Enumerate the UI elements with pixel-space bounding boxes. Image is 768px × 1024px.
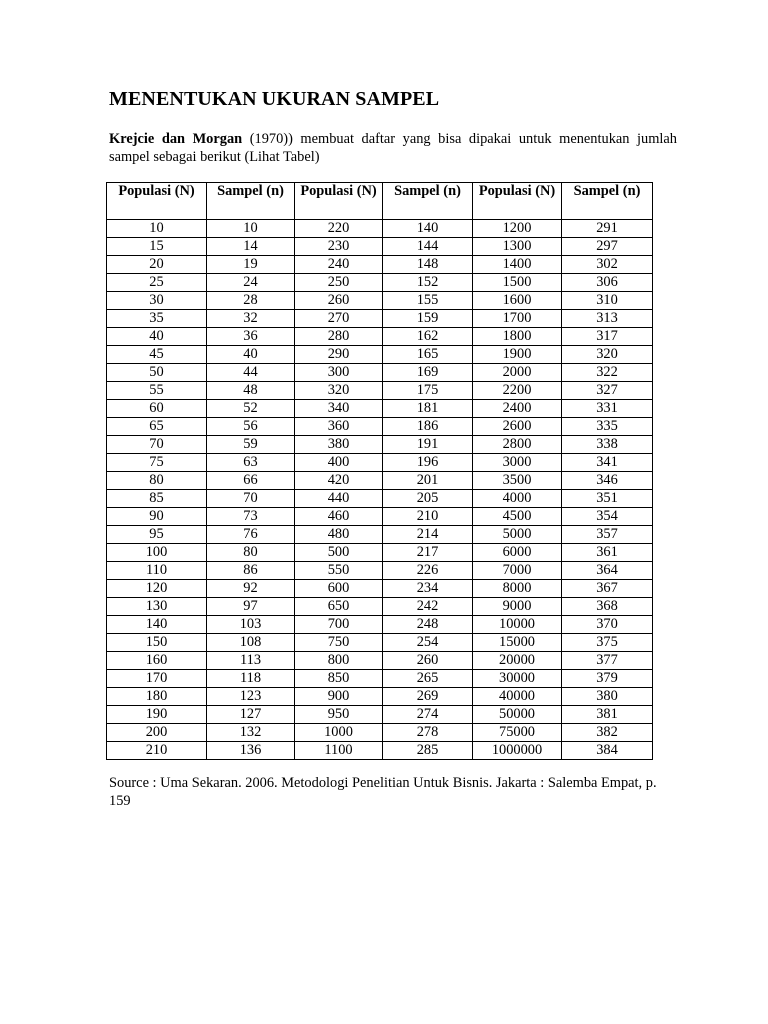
- table-cell: 48: [207, 382, 295, 400]
- table-cell: 75000: [473, 724, 562, 742]
- table-row: [107, 436, 653, 454]
- table-cell: 160: [107, 652, 207, 670]
- table-cell: 70: [207, 490, 295, 508]
- header-sampel-2: Sampel (n): [383, 183, 473, 220]
- table-row: [107, 400, 653, 418]
- table-cell: 234: [383, 580, 473, 598]
- table-cell: 381: [562, 706, 653, 724]
- table-cell: 4000: [473, 490, 562, 508]
- table-cell: 191: [383, 436, 473, 454]
- table-cell: 52: [207, 400, 295, 418]
- table-cell: 190: [107, 706, 207, 724]
- table-row: [107, 238, 653, 256]
- table-cell: 300: [295, 364, 383, 382]
- table-row: [107, 310, 653, 328]
- header-populasi-2: Populasi (N): [295, 183, 383, 220]
- table-cell: 217: [383, 544, 473, 562]
- table-cell: 165: [383, 346, 473, 364]
- table-cell: 364: [562, 562, 653, 580]
- table-cell: 351: [562, 490, 653, 508]
- table-cell: 85: [107, 490, 207, 508]
- table-cell: 144: [383, 238, 473, 256]
- table-cell: 40000: [473, 688, 562, 706]
- table-cell: 10000: [473, 616, 562, 634]
- table-cell: 480: [295, 526, 383, 544]
- table-cell: 250: [295, 274, 383, 292]
- table-cell: 600: [295, 580, 383, 598]
- table-cell: 1500: [473, 274, 562, 292]
- table-cell: 15: [107, 238, 207, 256]
- table-row: [107, 490, 653, 508]
- table-cell: 159: [383, 310, 473, 328]
- table-cell: 500: [295, 544, 383, 562]
- table-row: [107, 544, 653, 562]
- table-cell: 320: [562, 346, 653, 364]
- table-row: [107, 382, 653, 400]
- table-cell: 9000: [473, 598, 562, 616]
- header-sampel-3: Sampel (n): [562, 183, 653, 220]
- table-cell: 140: [383, 220, 473, 238]
- table-cell: 260: [383, 652, 473, 670]
- table-row: [107, 670, 653, 688]
- table-cell: 2400: [473, 400, 562, 418]
- table-cell: 110: [107, 562, 207, 580]
- table-cell: 360: [295, 418, 383, 436]
- table-cell: 338: [562, 436, 653, 454]
- table-cell: 900: [295, 688, 383, 706]
- header-populasi-3: Populasi (N): [473, 183, 562, 220]
- table-cell: 80: [107, 472, 207, 490]
- table-cell: 310: [562, 292, 653, 310]
- table-row: [107, 724, 653, 742]
- table-cell: 181: [383, 400, 473, 418]
- table-cell: 317: [562, 328, 653, 346]
- intro-paragraph: [109, 130, 677, 166]
- table-cell: 35: [107, 310, 207, 328]
- table-row: [107, 562, 653, 580]
- header-sampel-1: Sampel (n): [207, 183, 295, 220]
- table-cell: 210: [383, 508, 473, 526]
- table-cell: 75: [107, 454, 207, 472]
- table-cell: 196: [383, 454, 473, 472]
- table-cell: 750: [295, 634, 383, 652]
- table-cell: 113: [207, 652, 295, 670]
- source-citation: Source : Uma Sekaran. 2006. Metodologi Penelitian Untuk Bisnis. Jakarta : Salemba Empat, p. 159: [109, 775, 657, 809]
- table-cell: 186: [383, 418, 473, 436]
- table-cell: 285: [383, 742, 473, 760]
- table-cell: 370: [562, 616, 653, 634]
- table-cell: 40: [207, 346, 295, 364]
- table-cell: 270: [295, 310, 383, 328]
- table-cell: 36: [207, 328, 295, 346]
- table-cell: 65: [107, 418, 207, 436]
- table-cell: 60: [107, 400, 207, 418]
- table-cell: 127: [207, 706, 295, 724]
- table-cell: 90: [107, 508, 207, 526]
- table-row: [107, 292, 653, 310]
- table-cell: 56: [207, 418, 295, 436]
- table-cell: 265: [383, 670, 473, 688]
- table-cell: 375: [562, 634, 653, 652]
- table-cell: 28: [207, 292, 295, 310]
- table-header-row: [107, 183, 653, 220]
- table-cell: 1000000: [473, 742, 562, 760]
- table-cell: 2000: [473, 364, 562, 382]
- table-cell: 340: [295, 400, 383, 418]
- table-cell: 108: [207, 634, 295, 652]
- table-cell: 10: [207, 220, 295, 238]
- table-cell: 400: [295, 454, 383, 472]
- table-cell: 1400: [473, 256, 562, 274]
- table-cell: 120: [107, 580, 207, 598]
- table-cell: 380: [295, 436, 383, 454]
- table-cell: 341: [562, 454, 653, 472]
- table-cell: 44: [207, 364, 295, 382]
- table-cell: 132: [207, 724, 295, 742]
- page-title: MENENTUKAN UKURAN SAMPEL: [109, 88, 440, 110]
- table-cell: 1900: [473, 346, 562, 364]
- table-cell: 70: [107, 436, 207, 454]
- table-cell: 331: [562, 400, 653, 418]
- table-cell: 550: [295, 562, 383, 580]
- table-cell: 59: [207, 436, 295, 454]
- table-cell: 357: [562, 526, 653, 544]
- table-cell: 170: [107, 670, 207, 688]
- table-cell: 76: [207, 526, 295, 544]
- table-cell: 384: [562, 742, 653, 760]
- table-cell: 3500: [473, 472, 562, 490]
- intro-text: (1970)) membuat daftar yang bisa dipakai untuk menentukan jumlah sampel sebagai berikut (Lihat Tabel): [109, 131, 678, 165]
- table-cell: 214: [383, 526, 473, 544]
- table-cell: 97: [207, 598, 295, 616]
- table-cell: 800: [295, 652, 383, 670]
- table-cell: 180: [107, 688, 207, 706]
- table-cell: 354: [562, 508, 653, 526]
- table-cell: 162: [383, 328, 473, 346]
- table-cell: 291: [562, 220, 653, 238]
- table-cell: 260: [295, 292, 383, 310]
- table-cell: 14: [207, 238, 295, 256]
- table-cell: 50: [107, 364, 207, 382]
- table-cell: 152: [383, 274, 473, 292]
- table-cell: 440: [295, 490, 383, 508]
- table-cell: 10: [107, 220, 207, 238]
- table-cell: 2800: [473, 436, 562, 454]
- table-cell: 86: [207, 562, 295, 580]
- table-cell: 25: [107, 274, 207, 292]
- table-cell: 1100: [295, 742, 383, 760]
- table-row: [107, 364, 653, 382]
- table-row: [107, 418, 653, 436]
- table-cell: 2200: [473, 382, 562, 400]
- table-row: [107, 652, 653, 670]
- table-cell: 650: [295, 598, 383, 616]
- table-cell: 226: [383, 562, 473, 580]
- table-cell: 269: [383, 688, 473, 706]
- table-cell: 148: [383, 256, 473, 274]
- table-row: [107, 688, 653, 706]
- table-cell: 5000: [473, 526, 562, 544]
- table-cell: 130: [107, 598, 207, 616]
- header-populasi-1: Populasi (N): [107, 183, 207, 220]
- table-cell: 322: [562, 364, 653, 382]
- table-cell: 290: [295, 346, 383, 364]
- table-row: [107, 328, 653, 346]
- table-cell: 297: [562, 238, 653, 256]
- table-cell: 92: [207, 580, 295, 598]
- table-row: [107, 454, 653, 472]
- table-cell: 200: [107, 724, 207, 742]
- table-cell: 368: [562, 598, 653, 616]
- table-row: [107, 706, 653, 724]
- table-cell: 150: [107, 634, 207, 652]
- table-cell: 1600: [473, 292, 562, 310]
- table-row: [107, 634, 653, 652]
- table-cell: 6000: [473, 544, 562, 562]
- table-cell: 240: [295, 256, 383, 274]
- table-row: [107, 256, 653, 274]
- table-row: [107, 508, 653, 526]
- table-row: [107, 220, 653, 238]
- table-cell: 248: [383, 616, 473, 634]
- table-cell: 242: [383, 598, 473, 616]
- table-cell: 45: [107, 346, 207, 364]
- table-body: [107, 220, 653, 760]
- table-cell: 377: [562, 652, 653, 670]
- table-cell: 327: [562, 382, 653, 400]
- table-cell: 19: [207, 256, 295, 274]
- table-cell: 20000: [473, 652, 562, 670]
- table-cell: 320: [295, 382, 383, 400]
- table-cell: 24: [207, 274, 295, 292]
- table-cell: 3000: [473, 454, 562, 472]
- table-cell: 313: [562, 310, 653, 328]
- table-row: [107, 598, 653, 616]
- table-cell: 73: [207, 508, 295, 526]
- table-cell: 274: [383, 706, 473, 724]
- table-cell: 361: [562, 544, 653, 562]
- table-cell: 280: [295, 328, 383, 346]
- table-cell: 55: [107, 382, 207, 400]
- table-cell: 1800: [473, 328, 562, 346]
- table-cell: 1200: [473, 220, 562, 238]
- table-row: [107, 742, 653, 760]
- table-row: [107, 472, 653, 490]
- table-row: [107, 616, 653, 634]
- table-cell: 7000: [473, 562, 562, 580]
- table-cell: 140: [107, 616, 207, 634]
- table-cell: 278: [383, 724, 473, 742]
- table-cell: 950: [295, 706, 383, 724]
- table-cell: 380: [562, 688, 653, 706]
- table-cell: 1700: [473, 310, 562, 328]
- table-cell: 850: [295, 670, 383, 688]
- table-cell: 201: [383, 472, 473, 490]
- table-cell: 136: [207, 742, 295, 760]
- table-cell: 123: [207, 688, 295, 706]
- table-cell: 205: [383, 490, 473, 508]
- table-cell: 306: [562, 274, 653, 292]
- table-cell: 50000: [473, 706, 562, 724]
- table-row: [107, 346, 653, 364]
- intro-authors: Krejcie dan Morgan: [109, 131, 243, 147]
- table-cell: 379: [562, 670, 653, 688]
- table-cell: 95: [107, 526, 207, 544]
- table-cell: 700: [295, 616, 383, 634]
- table-cell: 367: [562, 580, 653, 598]
- table-cell: 30000: [473, 670, 562, 688]
- table-cell: 175: [383, 382, 473, 400]
- table-cell: 302: [562, 256, 653, 274]
- table-cell: 8000: [473, 580, 562, 598]
- table-cell: 220: [295, 220, 383, 238]
- table-cell: 66: [207, 472, 295, 490]
- table-cell: 4500: [473, 508, 562, 526]
- table-cell: 230: [295, 238, 383, 256]
- table-cell: 254: [383, 634, 473, 652]
- table-cell: 382: [562, 724, 653, 742]
- table-cell: 460: [295, 508, 383, 526]
- table-cell: 155: [383, 292, 473, 310]
- table-cell: 100: [107, 544, 207, 562]
- table-cell: 20: [107, 256, 207, 274]
- table-cell: 103: [207, 616, 295, 634]
- table-row: [107, 580, 653, 598]
- table-cell: 63: [207, 454, 295, 472]
- table-cell: 420: [295, 472, 383, 490]
- table-cell: 118: [207, 670, 295, 688]
- table-cell: 2600: [473, 418, 562, 436]
- table-cell: 335: [562, 418, 653, 436]
- table-cell: 32: [207, 310, 295, 328]
- table-cell: 1300: [473, 238, 562, 256]
- table-cell: 15000: [473, 634, 562, 652]
- table-cell: 80: [207, 544, 295, 562]
- table-row: [107, 526, 653, 544]
- table-cell: 1000: [295, 724, 383, 742]
- sample-size-table: [106, 182, 653, 760]
- table-row: [107, 274, 653, 292]
- table-cell: 210: [107, 742, 207, 760]
- table-cell: 40: [107, 328, 207, 346]
- table-cell: 169: [383, 364, 473, 382]
- table-cell: 30: [107, 292, 207, 310]
- table-cell: 346: [562, 472, 653, 490]
